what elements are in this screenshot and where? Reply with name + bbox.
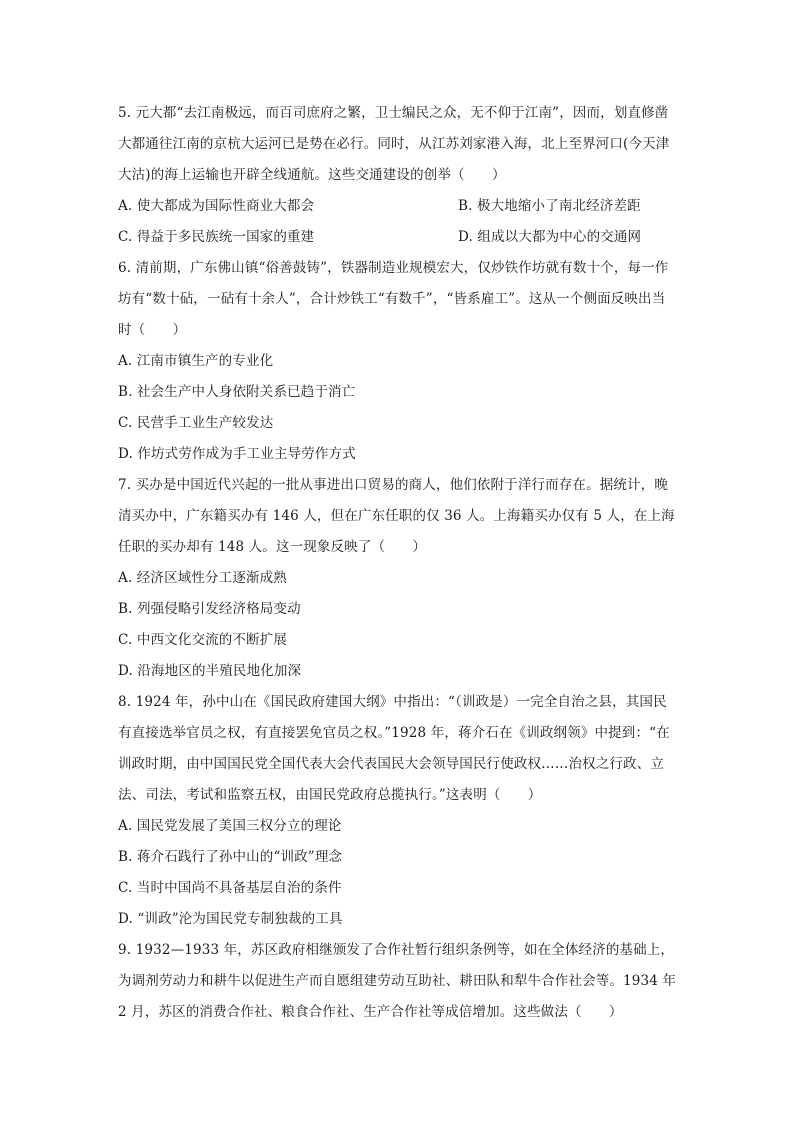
question-5-stem: 5. 元大都“去江南极远，而百司庶府之繁，卫士编民之众，无不仰于江南”，因而，划直修凿大都通往江南的京杭大运河已是势在必行。同时，从江苏刘家港入海，北上至界河口(今天津大沽)的海上运输也开辟全线通航。这些交通建设的创举（ ） [118, 105, 670, 183]
question-8-option-a[interactable]: A. 国民党发展了美国三权分立的理论 [118, 818, 342, 834]
question-5-options-row-1 [118, 191, 678, 222]
question-5-option-b[interactable]: B. 极大地缩小了南北经济差距 [458, 198, 641, 214]
question-7-option-b[interactable]: B. 列强侵略引发经济格局变动 [118, 601, 301, 617]
question-6-stem: 6. 清前期，广东佛山镇“俗善鼓铸”，铁器制造业规模宏大，仅炒铁作坊就有数十个，每一作坊有“数十砧，一砧有十余人”，合计炒铁工“有数千”，“皆系雇工”。这从一个侧面反映出当时（ ） [118, 260, 669, 338]
question-7-stem: 7. 买办是中国近代兴起的一批从事进出口贸易的商人，他们依附于洋行而存在。据统计，晚清买办中，广东籍买办有 146 人，但在广东任职的仅 36 人。上海籍买办仅有 5 人，在上海任职的买办却有 148 人。这一现象反映了（ ） [118, 477, 675, 555]
question-5-option-c[interactable]: C. 得益于多民族统一国家的重建 [118, 229, 315, 245]
question-8-option-b[interactable]: B. 蒋介石践行了孙中山的“训政”理念 [118, 849, 343, 865]
question-5-option-d[interactable]: D. 组成以大都为中心的交通网 [458, 229, 642, 245]
question-8-stem: 8. 1924 年，孙中山在《国民政府建国大纲》中指出：“（训政是）一完全自治之县，其国民有直接选举官员之权，有直接罢免官员之权。”1928 年，蒋介石在《训政纲领》中提到：“在训政时期，由中国国民党全国代表大会代表国民大会领导国民行使政权……治权之行政、立法、司法，考试和监察五权，由国民党政府总揽执行。”这表明（ ） [118, 694, 670, 803]
question-list [118, 98, 678, 1028]
question-9-stem: 9. 1932—1933 年，苏区政府相继颁发了合作社暂行组织条例等，如在全体经济的基础上，为调剂劳动力和耕牛以促进生产而自愿组建劳动互助社、耕田队和犁牛合作社会等。1934 年 2 月，苏区的消费合作社、粮食合作社、生产合作社等成倍增加。这些做法（ ） [118, 942, 677, 1020]
question-6-option-b[interactable]: B. 社会生产中人身依附关系已趋于消亡 [118, 384, 356, 400]
question-5-options-row-2 [118, 222, 678, 253]
question-7-option-a[interactable]: A. 经济区域性分工逐渐成熟 [118, 570, 287, 586]
question-6-option-a[interactable]: A. 江南市镇生产的专业化 [118, 353, 274, 369]
question-8-option-d[interactable]: D. “训政”沦为国民党专制独裁的工具 [118, 911, 343, 927]
question-8-option-c[interactable]: C. 当时中国尚不具备基层自治的条件 [118, 880, 342, 896]
question-7-option-c[interactable]: C. 中西文化交流的不断扩展 [118, 632, 288, 648]
question-6-option-c[interactable]: C. 民营手工业生产较发达 [118, 415, 274, 431]
question-6-option-d[interactable]: D. 作坊式劳作成为手工业主导劳作方式 [118, 446, 356, 462]
question-5-option-a[interactable]: A. 使大都成为国际性商业大都会 [118, 198, 315, 214]
question-7-option-d[interactable]: D. 沿海地区的半殖民地化加深 [118, 663, 302, 679]
